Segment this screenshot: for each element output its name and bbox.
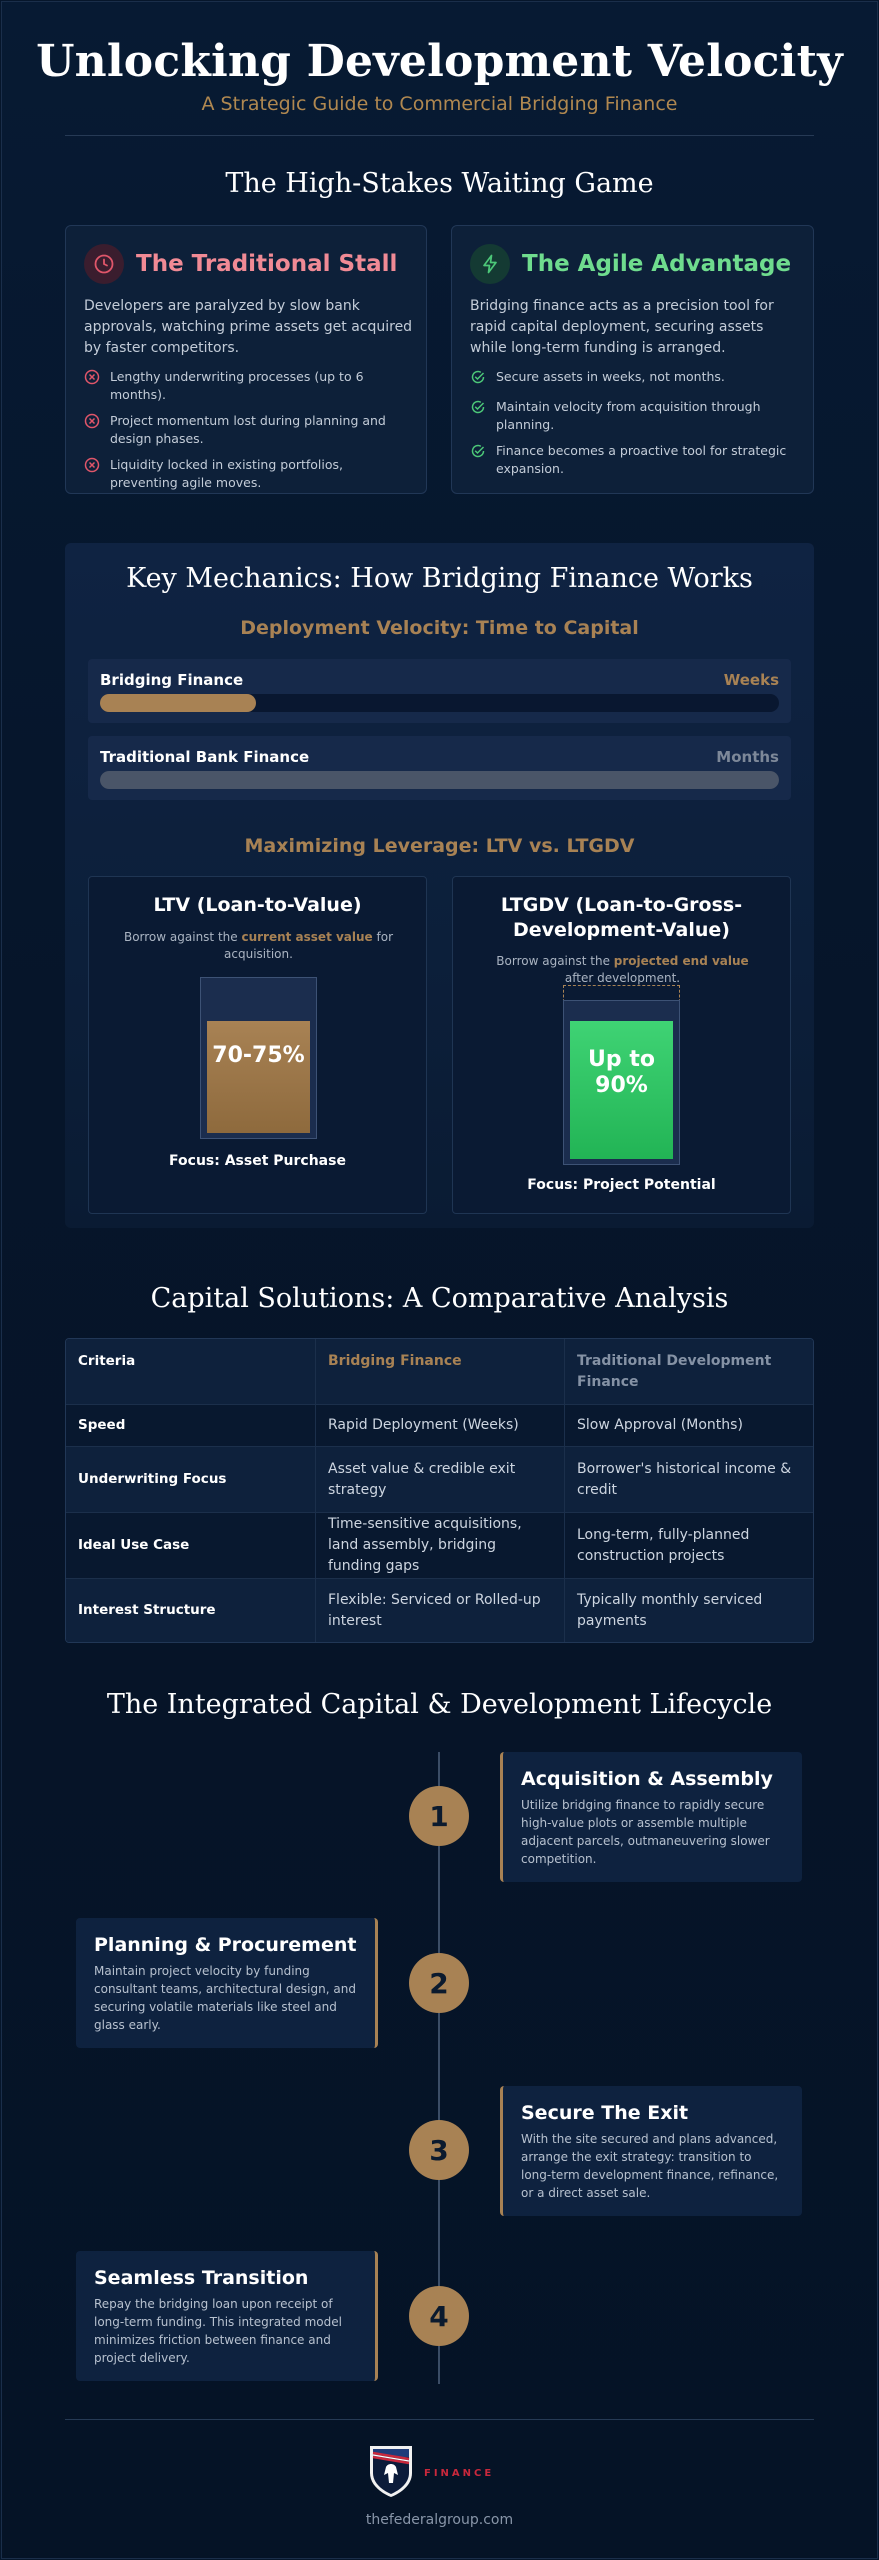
bar-fill: [100, 694, 256, 712]
logo-wordmark: FINANCE: [424, 2468, 495, 2479]
bar-track: [100, 694, 779, 712]
bar-fill: [100, 771, 779, 789]
table-cell: Long-term, fully-planned construction projects: [564, 1513, 813, 1578]
ltgdv-card: [452, 876, 791, 1214]
leverage-title: Maximizing Leverage: LTV vs. LTGDV: [244, 835, 635, 857]
table-cell: Typically monthly serviced payments: [564, 1579, 813, 1642]
federal-shield-logo-icon: [366, 2443, 416, 2499]
list-item-text: Secure assets in weeks, not months.: [496, 369, 725, 384]
ltgdv-title: LTGDV (Loan-to-Gross- Development-Value): [500, 894, 743, 941]
ltv-value-fill: [207, 1021, 310, 1133]
section-title-waiting-game: The High-Stakes Waiting Game: [225, 168, 654, 199]
table-row: [66, 1512, 813, 1578]
velocity-title: Deployment Velocity: Time to Capital: [240, 617, 639, 639]
ltv-value-container: [200, 977, 317, 1139]
step-number-badge: 1: [409, 1786, 469, 1846]
list-item: [470, 442, 800, 478]
x-circle-icon: [84, 413, 100, 448]
ltgdv-value-line1: Up to: [588, 1047, 655, 1072]
list-item-text: Maintain velocity from acquisition through planning.: [496, 399, 761, 432]
ltv-value: 70-75%: [212, 1043, 305, 1068]
lifecycle-step-card: [76, 2251, 378, 2381]
table-row: [66, 1404, 813, 1446]
table-header-cell: Bridging Finance: [315, 1339, 564, 1404]
page-title: Unlocking Development Velocity: [36, 36, 843, 87]
list-item-text: Liquidity locked in existing portfolios, preventing agile moves.: [110, 457, 344, 490]
bar-track: [100, 771, 779, 789]
table-row: [66, 1578, 813, 1642]
table-cell: Asset value & credible exit strategy: [315, 1447, 564, 1512]
agile-advantage-list: [470, 368, 800, 486]
clock-icon: [84, 244, 124, 284]
agile-advantage-description: Bridging finance acts as a precision tool for rapid capital deployment, securing assets while long-term funding is arranged.: [470, 298, 774, 356]
agile-advantage-card: [451, 225, 814, 494]
table-cell: Rapid Deployment (Weeks): [315, 1405, 564, 1446]
traditional-stall-title: The Traditional Stall: [136, 251, 398, 277]
lifecycle-step-card: [500, 1752, 802, 1882]
comparison-table: [65, 1338, 814, 1643]
traditional-stall-card: [65, 225, 427, 494]
ltgdv-value-fill: [570, 1021, 673, 1159]
step-text: Maintain project velocity by funding consultant teams, architectural design, and securing volatile materials like steel and glass early.: [94, 1964, 356, 2032]
table-cell: Slow Approval (Months): [564, 1405, 813, 1446]
table-cell: Flexible: Serviced or Rolled-up interest: [315, 1579, 564, 1642]
step-number-badge: 3: [409, 2120, 469, 2180]
ltv-title: LTV (Loan-to-Value): [153, 894, 362, 916]
table-cell: Interest Structure: [78, 1602, 216, 1618]
table-header-cell: Traditional Development Finance: [564, 1339, 813, 1404]
table-cell: Ideal Use Case: [78, 1537, 190, 1553]
step-text: With the site secured and plans advanced, arrange the exit strategy: transition to long-term development finance, refinance, or a direct asset sale.: [521, 2132, 779, 2200]
step-text: Utilize bridging finance to rapidly secure high-value plots or assemble multiple adjacent parcels, outmaneuvering slower competition.: [521, 1798, 770, 1866]
step-title: Acquisition & Assembly: [521, 1768, 773, 1790]
traditional-stall-list: [84, 368, 414, 500]
table-row: [66, 1446, 813, 1512]
step-text: Repay the bridging loan upon receipt of long-term funding. This integrated model minimizes friction between finance and project delivery.: [94, 2297, 342, 2365]
ltv-card: [88, 876, 427, 1214]
table-header-row: [66, 1339, 813, 1404]
traditional-stall-description: Developers are paralyzed by slow bank approvals, watching prime assets get acquired by faster competitors.: [84, 298, 413, 356]
bar-value-label: Weeks: [723, 671, 779, 689]
step-title: Seamless Transition: [94, 2267, 309, 2289]
section-title-comparison: Capital Solutions: A Comparative Analysis: [150, 1283, 729, 1314]
section-title-mechanics: Key Mechanics: How Bridging Finance Works: [126, 563, 753, 594]
lifecycle-step-card: [76, 1918, 378, 2048]
list-item: [470, 368, 800, 390]
list-item-text: Lengthy underwriting processes (up to 6 months).: [110, 369, 364, 402]
bar-label: Bridging Finance: [100, 671, 244, 689]
traditional-bank-bar: [88, 736, 791, 800]
ltv-description: Borrow against the current asset value for acquisition.: [123, 930, 394, 961]
list-item-text: Finance becomes a proactive tool for strategic expansion.: [496, 443, 787, 476]
list-item: [84, 368, 414, 404]
step-title: Secure The Exit: [521, 2102, 689, 2124]
list-item: [84, 412, 414, 448]
divider: [65, 135, 814, 136]
lifecycle-step-card: [500, 2086, 802, 2216]
table-cell: Speed: [78, 1417, 126, 1433]
mechanics-panel: [65, 543, 814, 1228]
agile-advantage-title: The Agile Advantage: [522, 251, 792, 277]
section-title-lifecycle: The Integrated Capital & Development Lifecycle: [106, 1689, 773, 1720]
page-subtitle: A Strategic Guide to Commercial Bridging Finance: [201, 93, 678, 115]
footer-divider: [65, 2419, 814, 2420]
list-item: [84, 456, 414, 492]
table-header-cell: Criteria: [78, 1353, 136, 1369]
list-item: [470, 398, 800, 434]
check-circle-icon: [470, 443, 486, 478]
check-circle-icon: [470, 399, 486, 434]
list-item-text: Project momentum lost during planning and design phases.: [110, 413, 386, 446]
ltgdv-value-line2: 90%: [595, 1073, 648, 1098]
table-cell: Borrower's historical income & credit: [564, 1447, 813, 1512]
check-circle-icon: [470, 369, 486, 390]
bar-value-label: Months: [716, 748, 779, 766]
step-title: Planning & Procurement: [94, 1934, 357, 1956]
x-circle-icon: [84, 369, 100, 404]
table-cell: Underwriting Focus: [78, 1471, 227, 1487]
lightning-icon: [470, 244, 510, 284]
ltgdv-value-container: [563, 1000, 680, 1165]
step-number-badge: 2: [409, 1953, 469, 2013]
table-cell: Time-sensitive acquisitions, land assembly, bridging funding gaps: [315, 1513, 564, 1578]
ltv-focus: Focus: Asset Purchase: [169, 1153, 346, 1169]
x-circle-icon: [84, 457, 100, 492]
ltgdv-focus: Focus: Project Potential: [527, 1177, 716, 1193]
ltgdv-description: Borrow against the projected end value after development.: [496, 954, 749, 985]
step-number-badge: 4: [409, 2286, 469, 2346]
bar-label: Traditional Bank Finance: [100, 748, 310, 766]
bridging-finance-bar: [88, 659, 791, 723]
footer-url[interactable]: thefederalgroup.com: [365, 2512, 514, 2528]
